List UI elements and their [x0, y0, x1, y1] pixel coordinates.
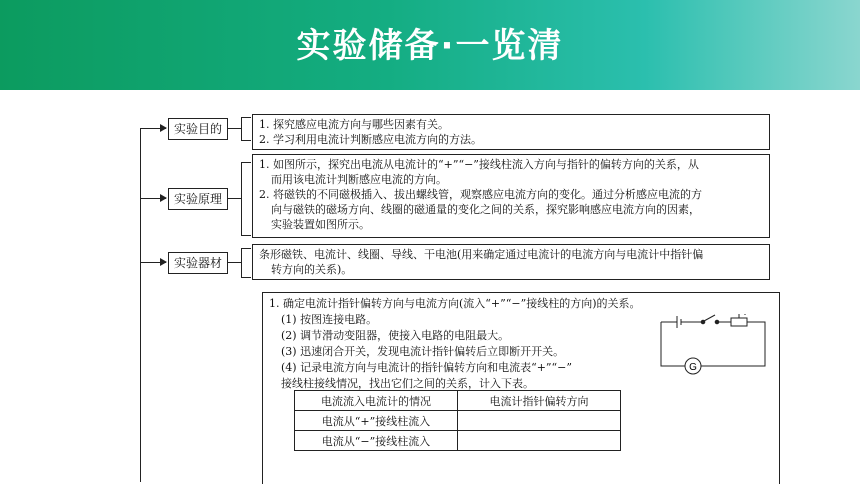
principle-line-1: 1. 如图所示，探究出电流从电流计的“+”“−”接线柱流入方向与指针的偏转方向的关系，从: [259, 158, 699, 171]
connector-line: [228, 262, 241, 263]
connector-line: [228, 198, 241, 199]
circuit-diagram: [655, 314, 773, 386]
purpose-line-2: 2. 学习利用电流计判断感应电流方向的方法。: [259, 133, 482, 146]
procedure-step-1: (1) 按图连接电路。: [281, 313, 378, 326]
record-table: [294, 390, 621, 451]
purpose-line-1: 1. 探究感应电流方向与哪些因素有关。: [259, 118, 449, 131]
arrow-icon: [160, 124, 167, 132]
arrow-icon: [160, 258, 167, 266]
connector-line: [228, 128, 241, 129]
procedure-step-2: (2) 调节滑动变阻器，使接入电路的电阻最大。: [281, 329, 510, 342]
table-header: 电流计指针偏转方向: [458, 391, 621, 411]
procedure-step-3: (3) 迅速闭合开关，发现电流计指针偏转后立即断开开关。: [281, 345, 565, 358]
equipment-box: [252, 244, 770, 280]
table-row: [295, 431, 621, 451]
title-banner: [0, 0, 860, 90]
procedure-step-5: 接线柱接线情况，找出它们之间的关系，计入下表。: [281, 377, 534, 390]
connector-trunk: [140, 128, 141, 482]
equipment-line-2: 转方向的关系)。: [271, 263, 353, 276]
purpose-box: [252, 114, 770, 150]
principle-line-2: 而用该电流计判断感应电流的方向。: [271, 173, 447, 186]
label-principle: 实验原理: [168, 188, 228, 210]
principle-line-5: 实验装置如图所示。: [271, 218, 370, 231]
table-cell: 电流从“−”接线柱流入: [295, 431, 458, 451]
label-purpose: 实验目的: [168, 118, 228, 140]
galvanometer-label: G: [689, 362, 697, 373]
page-title: 实验储备·一览清: [296, 26, 564, 66]
principle-line-4: 向与磁铁的磁场方向、线圈的磁通量的变化之间的关系，探究影响感应电流方向的因素，: [271, 203, 700, 216]
procedure-step-4: (4) 记录电流方向与电流计的指针偏转方向和电流表“+”“−”: [281, 361, 573, 374]
content-area: [0, 90, 860, 484]
table-header-row: [295, 391, 621, 411]
table-header: 电流流入电流计的情况: [295, 391, 458, 411]
procedure-heading: 1. 确定电流计指针偏转方向与电流方向(流入“+”“−”接线柱的方向)的关系。: [269, 297, 641, 310]
brace: [241, 117, 251, 141]
table-cell: 电流从“+”接线柱流入: [295, 411, 458, 431]
rheostat-icon: [731, 318, 747, 326]
label-equipment: 实验器材: [168, 252, 228, 274]
principle-box: [252, 154, 770, 238]
principle-line-3: 2. 将磁铁的不同磁极插入、拔出螺线管，观察感应电流方向的变化。通过分析感应电流的方: [259, 188, 702, 201]
arrow-icon: [160, 194, 167, 202]
brace: [241, 248, 251, 278]
brace: [241, 162, 251, 236]
table-cell: [458, 431, 621, 451]
table-cell: [458, 411, 621, 431]
equipment-line-1: 条形磁铁、电流计、线圈、导线、干电池(用来确定通过电流计的电流方向与电流计中指针偏: [259, 248, 704, 261]
table-row: [295, 411, 621, 431]
